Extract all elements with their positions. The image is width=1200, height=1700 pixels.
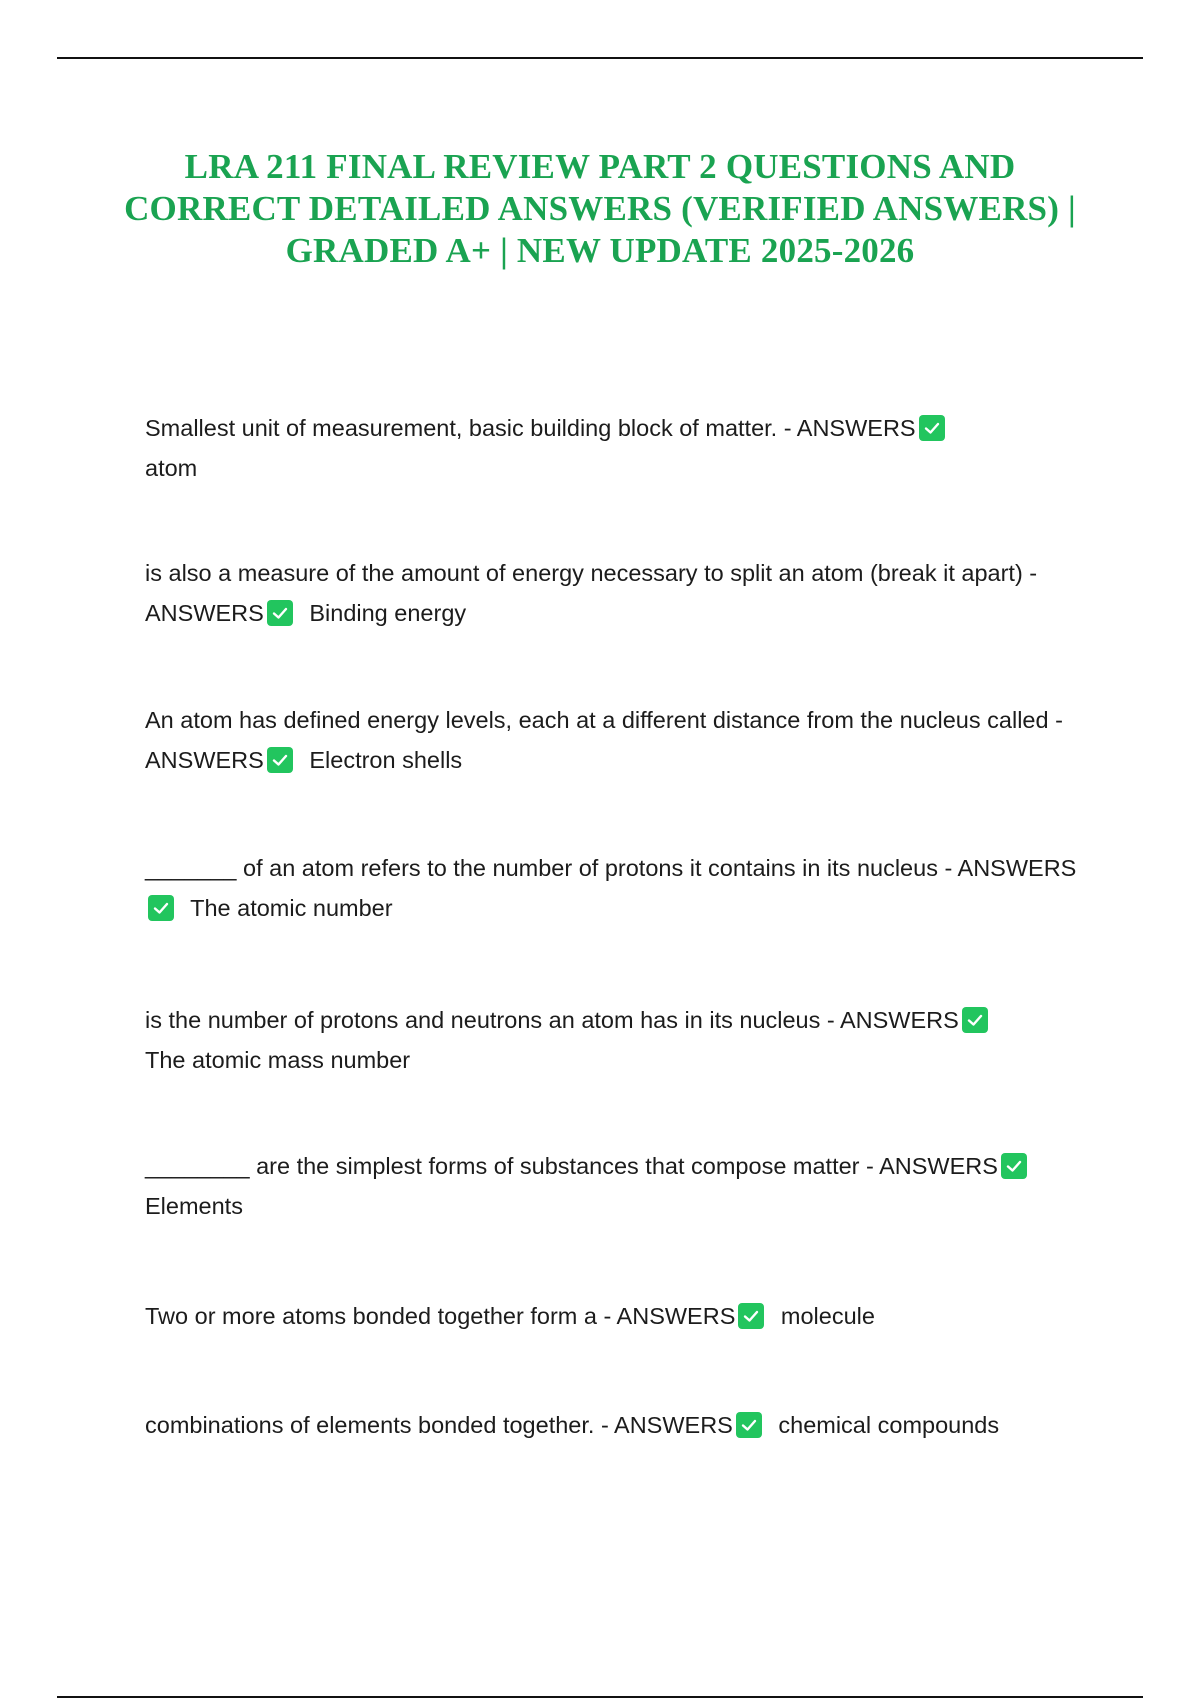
document-title: LRA 211 FINAL REVIEW PART 2 QUESTIONS AND CORRECT DETAILED ANSWERS (VERIFIED ANSWERS) | GRADED A+ | NEW UPDATE 2025-2026 xyxy=(124,147,1076,270)
answer-marker: ANSWERS xyxy=(879,1153,998,1179)
check-icon xyxy=(148,895,174,921)
top-divider xyxy=(57,57,1143,59)
check-icon xyxy=(738,1303,764,1329)
check-icon xyxy=(267,747,293,773)
question-text: is also a measure of the amount of energy necessary to split an atom (break it apart) - xyxy=(145,560,1038,586)
question-text: combinations of elements bonded together. - xyxy=(145,1412,615,1438)
question-text: An atom has defined energy levels, each at a different distance from the nucleus called - xyxy=(145,707,1063,733)
check-icon xyxy=(919,415,945,441)
question-text: Smallest unit of measurement, basic building block of matter. - xyxy=(145,415,797,441)
answer-marker: ANSWERS xyxy=(145,600,264,626)
check-icon xyxy=(962,1007,988,1033)
qa-item-4 xyxy=(145,848,1085,928)
answer-text: The atomic number xyxy=(190,895,393,921)
answer-text: Elements xyxy=(145,1193,243,1219)
answer-marker: ANSWERS xyxy=(616,1303,736,1329)
answer-text: chemical compounds xyxy=(778,1412,1000,1438)
answer-marker: ANSWERS xyxy=(957,855,1077,881)
qa-item-2 xyxy=(145,553,1085,633)
qa-item-6 xyxy=(145,1146,1085,1226)
check-icon xyxy=(736,1412,762,1438)
answer-marker: ANSWERS xyxy=(145,747,264,773)
answer-marker: ANSWERS xyxy=(614,1412,733,1438)
qa-item-1 xyxy=(145,408,1085,488)
question-text: is the number of protons and neutrons an atom has in its nucleus - xyxy=(145,1007,840,1033)
answer-text: The atomic mass number xyxy=(145,1047,411,1073)
answer-marker: ANSWERS xyxy=(839,1007,959,1033)
check-icon xyxy=(267,600,293,626)
check-icon xyxy=(1001,1153,1027,1179)
question-text: _______ of an atom refers to the number of protons it contains in its nucleus - xyxy=(145,855,958,881)
answer-text: atom xyxy=(145,455,198,481)
question-text: Two or more atoms bonded together form a - xyxy=(145,1303,617,1329)
answer-text: molecule xyxy=(780,1303,875,1329)
qa-item-3 xyxy=(145,700,1085,780)
bottom-divider xyxy=(57,1696,1143,1698)
qa-item-5 xyxy=(145,1000,1085,1080)
answer-text: Electron shells xyxy=(309,747,463,773)
answer-marker: ANSWERS xyxy=(796,415,916,441)
question-text: ________ are the simplest forms of substances that compose matter - xyxy=(145,1153,880,1179)
answer-text: Binding energy xyxy=(309,600,467,626)
qa-item-8 xyxy=(145,1405,1085,1445)
qa-item-7 xyxy=(145,1296,1085,1336)
